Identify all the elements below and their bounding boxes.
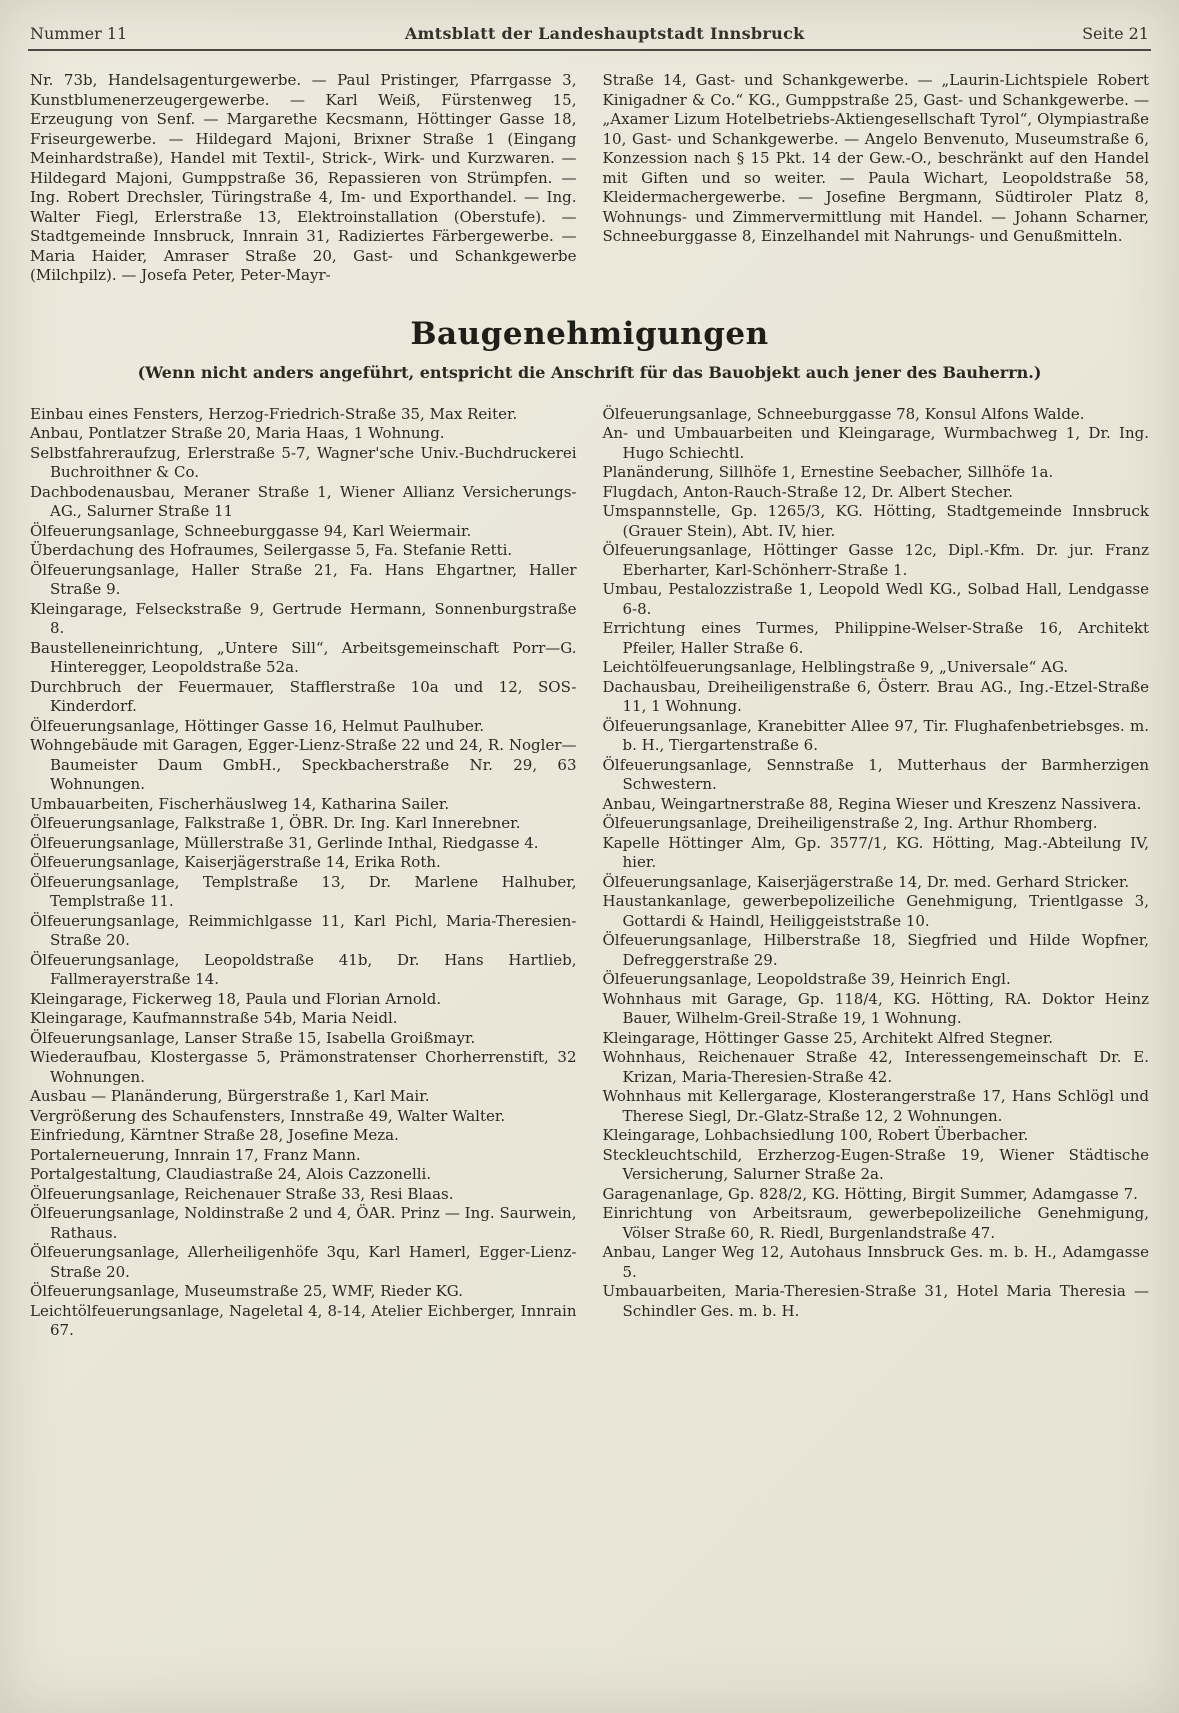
permit-entry: Ölfeuerungsanlage, Falkstraße 1, ÖBR. Dr. Ing. Karl Innerebner. [30,814,521,832]
permit-entry: Einrichtung von Arbeitsraum, gewerbepolizeiliche Genehmigung, Völser Straße 60, R. Riedl, Burgenlandstraße 47. [602,1204,1149,1242]
permit-entry: Ölfeuerungsanlage, Reimmichlgasse 11, Karl Pichl, Maria-Theresien-Straße 20. [30,911,577,949]
permit-entry: Ölfeuerungsanlage, Schneeburggasse 78, Konsul Alfons Walde. [602,404,1085,423]
permits-right-column [603,405,1150,1341]
permit-entry: Selbstfahreraufzug, Erlerstraße 5-7, Wagner'sche Univ.-Buchdruckerei Buchroithner & Co. [30,443,577,481]
permit-entry: Kleingarage, Felseckstraße 9, Gertrude Hermann, Sonnenburgstraße 8. [30,599,577,637]
permit-entry: Portalgestaltung, Claudiastraße 24, Alois Cazzonelli. [30,1165,432,1183]
permit-entry: Überdachung des Hofraumes, Seilergasse 5, Fa. Stefanie Retti. [30,541,513,559]
permit-entry: Durchbruch der Feuermauer, Stafflerstraße 10a und 12, SOS-Kinderdorf. [30,677,577,715]
permit-entry: Umbauarbeiten, Fischerhäuslweg 14, Katharina Sailer. [30,794,450,813]
permit-entry: Ölfeuerungsanlage, Lanser Straße 15, Isabella Groißmayr. [30,1028,476,1047]
permit-entry: Wiederaufbau, Klostergasse 5, Prämonstratenser Chorherrenstift, 32 Wohnungen. [30,1048,577,1086]
trade-notices-section [30,71,1149,286]
trade-notices-right-column: Straße 14, Gast- und Schankgewerbe. — „Laurin-Lichtspiele Robert Kinigadner & Co.“ KG., Gumppstraße 25, Gast- und Schankgewerbe. — „Axamer Lizum Hotelbetriebs-Aktiengesellschaft Tyrol“, Olympiastraße 10, Gast- und Schankgewerbe. — Angelo Benvenuto, Museumstraße 6, Konzession nach § 15 Pkt. 14 der Gew.-O., beschränkt auf den Handel mit Giften und so weiter. — Paula Wichart, Leopoldstraße 58, Kleidermachergewerbe. — Josefine Bergmann, Südtiroler Platz 8, Wohnungs- und Zimmervermittlung mit Handel. — Johann Scharner, Schneeburggasse 8, Einzelhandel mit Nahrungs- und Genußmitteln. [602,71,1149,245]
permit-entry: Kapelle Höttinger Alm, Gp. 3577/1, KG. Hötting, Mag.-Abteilung IV, hier. [602,833,1149,871]
permit-entry: Anbau, Langer Weg 12, Autohaus Innsbruck Ges. m. b. H., Adamgasse 5. [602,1243,1149,1281]
permit-entry: Ölfeuerungsanlage, Allerheiligenhöfe 3qu, Karl Hamerl, Egger-Lienz-Straße 20. [30,1243,577,1281]
permit-entry: Kleingarage, Fickerweg 18, Paula und Florian Arnold. [30,989,442,1008]
permit-entry: Ölfeuerungsanlage, Leopoldstraße 39, Heinrich Engl. [602,970,1011,988]
permit-entry: Ölfeuerungsanlage, Noldinstraße 2 und 4, ÖAR. Prinz — Ing. Saurwein, Rathaus. [30,1204,577,1242]
permit-entry: An- und Umbauarbeiten und Kleingarage, Wurmbachweg 1, Dr. Ing. Hugo Schiechtl. [602,424,1149,462]
permit-entry: Baustelleneinrichtung, „Untere Sill“, Arbeitsgemeinschaft Porr—G. Hinteregger, Leopoldstraße 52a. [30,638,577,676]
building-permits-section [30,405,1149,1341]
permit-entry: Kleingarage, Lohbachsiedlung 100, Robert Überbacher. [602,1126,1029,1144]
permit-entry: Leichtölfeuerungsanlage, Nageletal 4, 8-14, Atelier Eichberger, Innrain 67. [30,1301,577,1339]
permit-entry: Ölfeuerungsanlage, Dreiheiligenstraße 2, Ing. Arthur Rhomberg. [602,814,1098,832]
permit-entry: Dachausbau, Dreiheiligenstraße 6, Österr. Brau AG., Ing.-Etzel-Straße 11, 1 Wohnung. [602,677,1149,715]
permit-entry: Anbau, Weingartnerstraße 88, Regina Wieser und Kreszenz Nassivera. [602,794,1142,813]
permit-entry: Kleingarage, Kaufmannstraße 54b, Maria Neidl. [30,1009,398,1027]
permit-entry: Planänderung, Sillhöfe 1, Ernestine Seebacher, Sillhöfe 1a. [602,463,1054,481]
permits-left-column [30,405,577,1341]
permit-entry: Ölfeuerungsanlage, Kaiserjägerstraße 14, Erika Roth. [30,853,441,871]
permit-entry: Wohnhaus, Reichenauer Straße 42, Interessengemeinschaft Dr. E. Krizan, Maria-Theresien-Straße 42. [602,1048,1149,1086]
permit-entry: Ölfeuerungsanlage, Museumstraße 25, WMF, Rieder KG. [30,1282,464,1300]
permit-entry: Ölfeuerungsanlage, Reichenauer Straße 33, Resi Blaas. [30,1184,454,1203]
permit-entry: Ölfeuerungsanlage, Templstraße 13, Dr. Marlene Halhuber, Templstraße 11. [30,872,577,910]
issue-number: Nummer 11 [30,24,128,43]
permit-entry: Ölfeuerungsanlage, Haller Straße 21, Fa. Hans Ehgartner, Haller Straße 9. [30,560,577,598]
page-number: Seite 21 [1082,24,1149,43]
permit-entry: Ölfeuerungsanlage, Höttinger Gasse 16, Helmut Paulhuber. [30,716,485,735]
permit-entry: Umbau, Pestalozzistraße 1, Leopold Wedl KG., Solbad Hall, Lendgasse 6-8. [602,580,1149,618]
masthead [30,24,1149,43]
permit-entry: Portalerneuerung, Innrain 17, Franz Mann. [30,1145,361,1164]
permit-entry: Wohnhaus mit Garage, Gp. 118/4, KG. Hötting, RA. Doktor Heinz Bauer, Wilhelm-Greil-Straße 19, 1 Wohnung. [602,989,1149,1027]
permit-entry: Ölfeuerungsanlage, Leopoldstraße 41b, Dr. Hans Hartlieb, Fallmerayerstraße 14. [30,950,577,988]
permit-entry: Dachbodenausbau, Meraner Straße 1, Wiener Allianz Versicherungs-AG., Salurner Straße 11 [30,482,577,520]
permit-entry: Wohngebäude mit Garagen, Egger-Lienz-Straße 22 und 24, R. Nogler—Baumeister Daum GmbH., Speckbacherstraße Nr. 29, 63 Wohnungen. [30,736,577,793]
header-rule [28,49,1151,51]
permit-entry: Ölfeuerungsanlage, Sennstraße 1, Mutterhaus der Barmherzigen Schwestern. [602,755,1149,793]
permit-entry: Errichtung eines Turmes, Philippine-Welser-Straße 16, Architekt Pfeiler, Haller Straße 6. [602,619,1149,657]
permit-entry: Ölfeuerungsanlage, Schneeburggasse 94, Karl Weiermair. [30,521,472,540]
permit-entry: Einbau eines Fensters, Herzog-Friedrich-Straße 35, Max Reiter. [30,404,518,423]
permit-entry: Garagenanlage, Gp. 828/2, KG. Hötting, Birgit Summer, Adamgasse 7. [602,1184,1138,1203]
gazette-title: Amtsblatt der Landeshauptstadt Innsbruck [404,24,805,43]
permit-entry: Ausbau — Planänderung, Bürgerstraße 1, Karl Mair. [30,1087,430,1105]
permit-entry: Anbau, Pontlatzer Straße 20, Maria Haas, 1 Wohnung. [30,424,445,442]
permit-entry: Kleingarage, Höttinger Gasse 25, Architekt Alfred Stegner. [602,1028,1054,1047]
permit-entry: Umspannstelle, Gp. 1265/3, KG. Hötting, Stadtgemeinde Innsbruck (Grauer Stein), Abt. IV, hier. [602,502,1149,540]
permit-entry: Einfriedung, Kärntner Straße 28, Josefine Meza. [30,1126,399,1144]
permit-entry: Ölfeuerungsanlage, Kaiserjägerstraße 14, Dr. med. Gerhard Stricker. [602,872,1130,891]
section-heading: Baugenehmigungen [410,315,769,352]
permit-entry: Ölfeuerungsanlage, Kranebitter Allee 97, Tir. Flughafenbetriebsges. m. b. H., Tiergartenstraße 6. [602,716,1149,754]
permit-entry: Leichtölfeuerungsanlage, Helblingstraße 9, „Universale“ AG. [602,658,1069,676]
permit-entry: Haustankanlage, gewerbepolizeiliche Genehmigung, Trientlgasse 3, Gottardi & Haindl, Heiliggeiststraße 10. [602,892,1149,930]
permit-entry: Ölfeuerungsanlage, Müllerstraße 31, Gerlinde Inthal, Riedgasse 4. [30,833,539,852]
trade-notices-left-column: Nr. 73b, Handelsagenturgewerbe. — Paul Pristinger, Pfarrgasse 3, Kunstblumenerzeugergewerbe. — Karl Weiß, Fürstenweg 15, Erzeugung von Senf. — Margarethe Kecsmann, Höttinger Gasse 18, Friseurgewerbe. — Hildegard Majoni, Brixner Straße 1 (Eingang Meinhardstraße), Handel mit Textil-, Strick-, Wirk- und Kurzwaren. — Hildegard Majoni, Gumppstraße 36, Repassieren von Strümpfen. — Ing. Robert Drechsler, Türingstraße 4, Im- und Exporthandel. — Ing. Walter Fiegl, Erlerstraße 13, Elektroinstallation (Oberstufe). — Stadtgemeinde Innsbruck, Innrain 31, Radiziertes Färbergewerbe. — Maria Haider, Amraser Straße 20, Gast- und Schankgewerbe (Milchpilz). — Josefa Peter, Peter-Mayr- [30,71,577,284]
permit-entry: Ölfeuerungsanlage, Hilberstraße 18, Siegfried und Hilde Wopfner, Defreggerstraße 29. [602,931,1149,969]
permit-entry: Umbauarbeiten, Maria-Theresien-Straße 31, Hotel Maria Theresia — Schindler Ges. m. b. H. [602,1282,1149,1320]
permit-entry: Ölfeuerungsanlage, Höttinger Gasse 12c, Dipl.-Kfm. Dr. jur. Franz Eberharter, Karl-Schönherr-Straße 1. [602,541,1149,579]
permit-entry: Steckleuchtschild, Erzherzog-Eugen-Straße 19, Wiener Städtische Versicherung, Salurner Straße 2a. [602,1145,1149,1183]
permit-entry: Vergrößerung des Schaufensters, Innstraße 49, Walter Walter. [30,1106,506,1125]
section-subtitle: (Wenn nicht anders angeführt, entspricht die Anschrift für das Bauobjekt auch jener des Bauherrn.) [137,362,1042,382]
permit-entry: Flugdach, Anton-Rauch-Straße 12, Dr. Albert Stecher. [602,482,1014,501]
permit-entry: Wohnhaus mit Kellergarage, Klosterangerstraße 17, Hans Schlögl und Therese Siegl, Dr.-Glatz-Straße 12, 2 Wohnungen. [602,1087,1149,1125]
